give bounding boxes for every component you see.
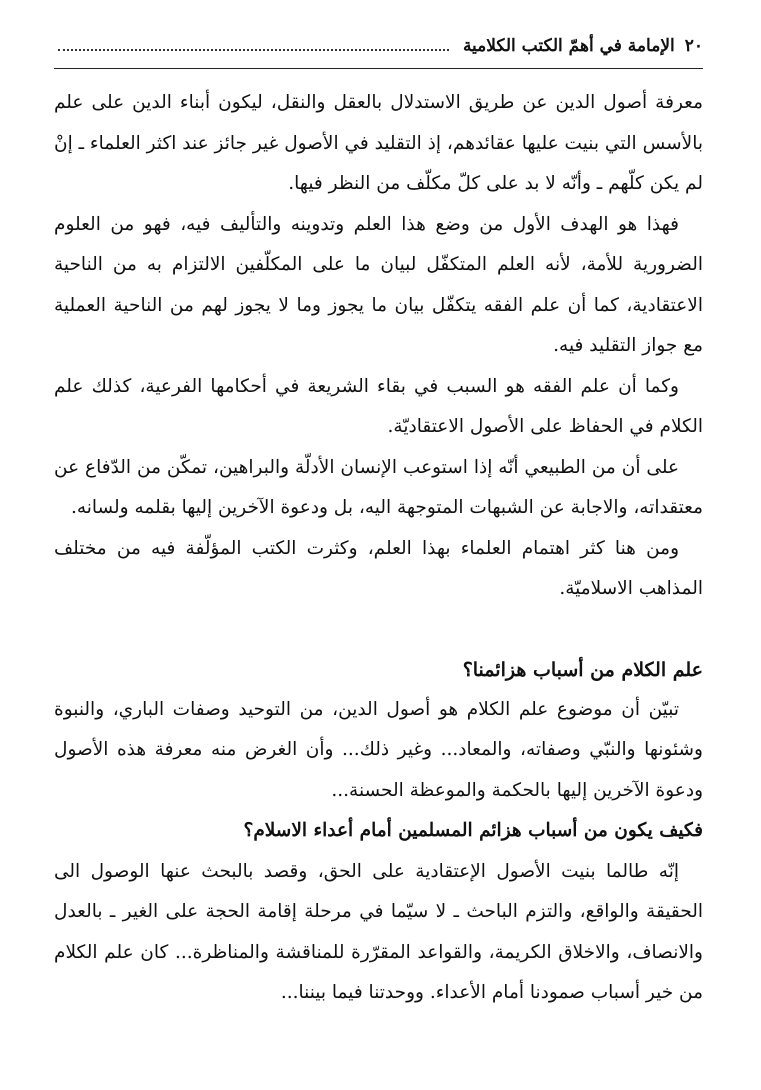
section-gap (54, 610, 703, 650)
page-body (54, 83, 703, 1014)
page-header (54, 28, 703, 64)
header-rule (54, 68, 703, 69)
page-number: ٢٠ (684, 36, 703, 56)
paragraph: فهذا هو الهدف الأول من وضع هذا العلم وتدوينه والتأليف فيه، فهو من العلوم الضرورية للأمة، لأنه العلم المتكفّل لبيان ما على المكلّفين الالتزام به من الناحية الاعتقادية، كما أن علم الفقه يتكفّل بيان ما يجوز وما لا يجوز لهم من الناحية العملية مع جواز التقليد فيه. (54, 213, 703, 356)
section-heading: علم الكلام من أسباب هزائمنا؟ (462, 658, 703, 681)
question-line: فكيف يكون من أسباب هزائم المسلمين أمام أعداء الاسلام؟ (243, 820, 703, 841)
paragraph: ومن هنا كثر اهتمام العلماء بهذا العلم، وكثرت الكتب المؤلّفة فيه من مختلف المذاهب الاسلاميّة. (54, 537, 703, 599)
running-title: الإمامة في أهمّ الكتب الكلامية (462, 36, 675, 56)
paragraph: على أن من الطبيعي أنّه إذا استوعب الإنسان الأدلّة والبراهين، تمكّن من الدّفاع عن معتقداته، والاجابة عن الشبهات المتوجهة اليه، بل ودعوة الآخرين إليها بقلمه ولسانه. (54, 456, 703, 518)
paragraph: وكما أن علم الفقه هو السبب في بقاء الشريعة في أحكامها الفرعية، كذلك علم الكلام في الحفاظ على الأصول الاعتقاديّة. (54, 375, 703, 437)
paragraph: إنّه طالما بنيت الأصول الإعتقادية على الحق، وقصد بالبحث عنها الوصول الى الحقيقة والواقع، والتزم الباحث ـ لا سيّما في مرحلة إقامة الحجة على الغير ـ بالعدل والانصاف، والاخلاق الكريمة، والقواعد المقرّرة للمناقشة والمناظرة... كان علم الكلام من خير أسباب صمودنا أمام الأعداء. ووحدتنا فيما بيننا... (54, 860, 703, 1003)
paragraph: تبيّن أن موضوع علم الكلام هو أصول الدين، من التوحيد وصفات الباري، والنبوة وشئونها والنبّي وصفاته، والمعاد... وغير ذلك... وأن الغرض منه معرفة هذه الأصول ودعوة الآخرين إليها بالحكمة والموعظة الحسنة... (54, 698, 703, 801)
paragraph: معرفة أصول الدين عن طريق الاستدلال بالعقل والنقل، ليكون أبناء الدين على علم بالأسس التي بنيت عليها عقائدهم، إذ التقليد في الأصول غير جائز عند اكثر العلماء ـ إنْ لم يكن كلّهم ـ وأنّه لا بد على كلّ مكلّف من النظر فيها. (54, 92, 703, 194)
dotted-leader (58, 49, 449, 51)
